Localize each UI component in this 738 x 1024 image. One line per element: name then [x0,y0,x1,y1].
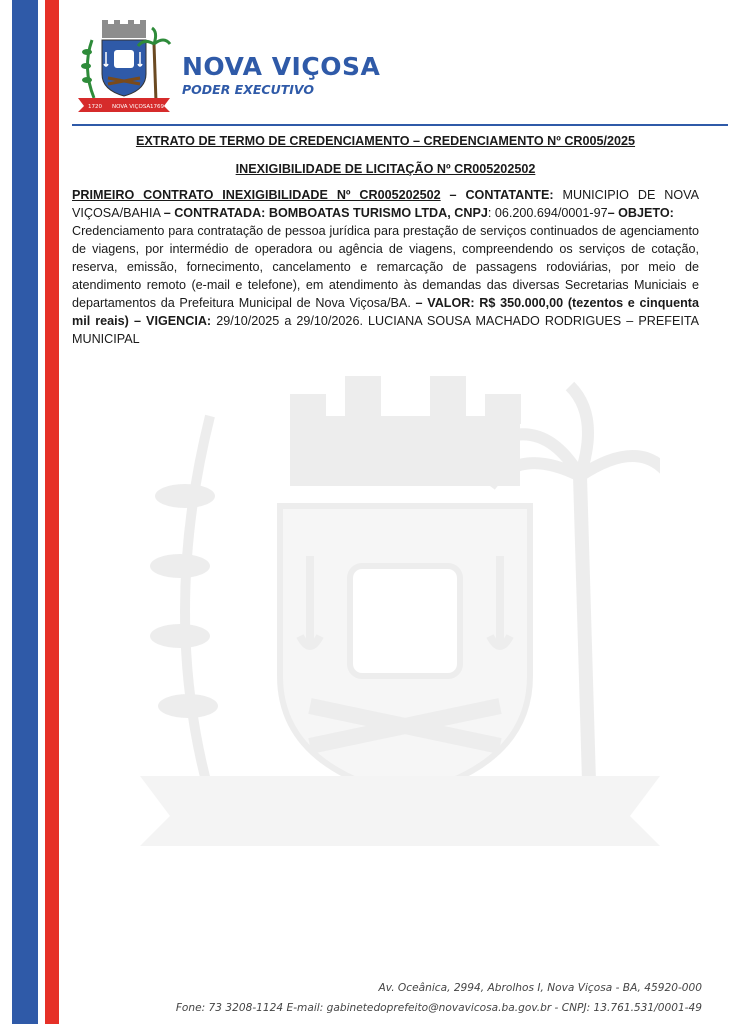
branch-name: PODER EXECUTIVO [182,82,314,97]
document-title: EXTRATO DE TERMO DE CREDENCIAMENTO – CREDENCIAMENTO Nº CR005/2025 [135,134,636,148]
letterhead [72,18,712,118]
flag-stripe-red [45,0,59,1024]
header-divider [72,124,728,126]
watermark-crest-icon [140,376,660,846]
document-subtitle: INEXIGIBILIDADE DE LICITAÇÃO Nº CR005202502 [235,162,536,176]
objeto-label: – OBJETO: [607,206,674,220]
municipality-name: NOVA VIÇOSA [182,52,381,81]
municipal-crest-icon [74,18,174,114]
vigencia-label: – VIGENCIA: [128,314,217,328]
contratante-label: – CONTATANTE: [440,188,563,202]
ribbon-year-right: 1769 [150,104,164,110]
flag-stripe-blue [12,0,38,1024]
ribbon-year-left: 1720 [88,104,102,110]
objeto-text: Credenciamento para contratação de pessoa jurídica para prestação de serviços continuados de agenciamento de viagens, por intermédio de operadora ou agência de viagens, compreendendo os serviços de cotação, reserva, emissão, fornecimento, cancelamento e remarcação de passagens rodoviárias, por meio de atendimento remoto (e-mail e telefone), em atendimento às demandas das diversas Secretarias Municiais e departamentos da Prefeitura Municipal de Nova Viçosa/BA. [72,224,699,310]
contratada-label: – CONTRATADA: BOMBOATAS TURISMO LTDA [163,206,448,220]
cnpj-value: : 06.200.694/0001-97 [487,206,608,220]
contract-extract-paragraph [72,186,699,348]
valor-label: – VALOR: R$ 350.000,00 (tezentos e cinquenta mil reais) [72,296,699,328]
contract-reference: PRIMEIRO CONTRATO INEXIGIBILIDADE Nº CR005202502 [72,188,441,202]
cnpj-label: , CNPJ [447,206,488,220]
flag-stripe-white [38,0,45,1024]
footer-address: Av. Oceânica, 2994, Abrolhos I, Nova Viçosa - BA, 45920-000 [378,982,702,994]
document-body [72,130,699,348]
footer-contact: Fone: 73 3208-1124 E-mail: gabinetedoprefeito@novavicosa.ba.gov.br - CNPJ: 13.761.531/0001-49 [175,1002,702,1014]
vigencia-value: 29/10/2025 a 29/10/2026. LUCIANA SOUSA MACHADO RODRIGUES – PREFEITA MUNICIPAL [72,314,699,346]
ribbon-name: NOVA VIÇOSA [112,104,151,110]
contratante-value: MUNICIPIO DE NOVA VIÇOSA/BAHIA [72,188,699,220]
